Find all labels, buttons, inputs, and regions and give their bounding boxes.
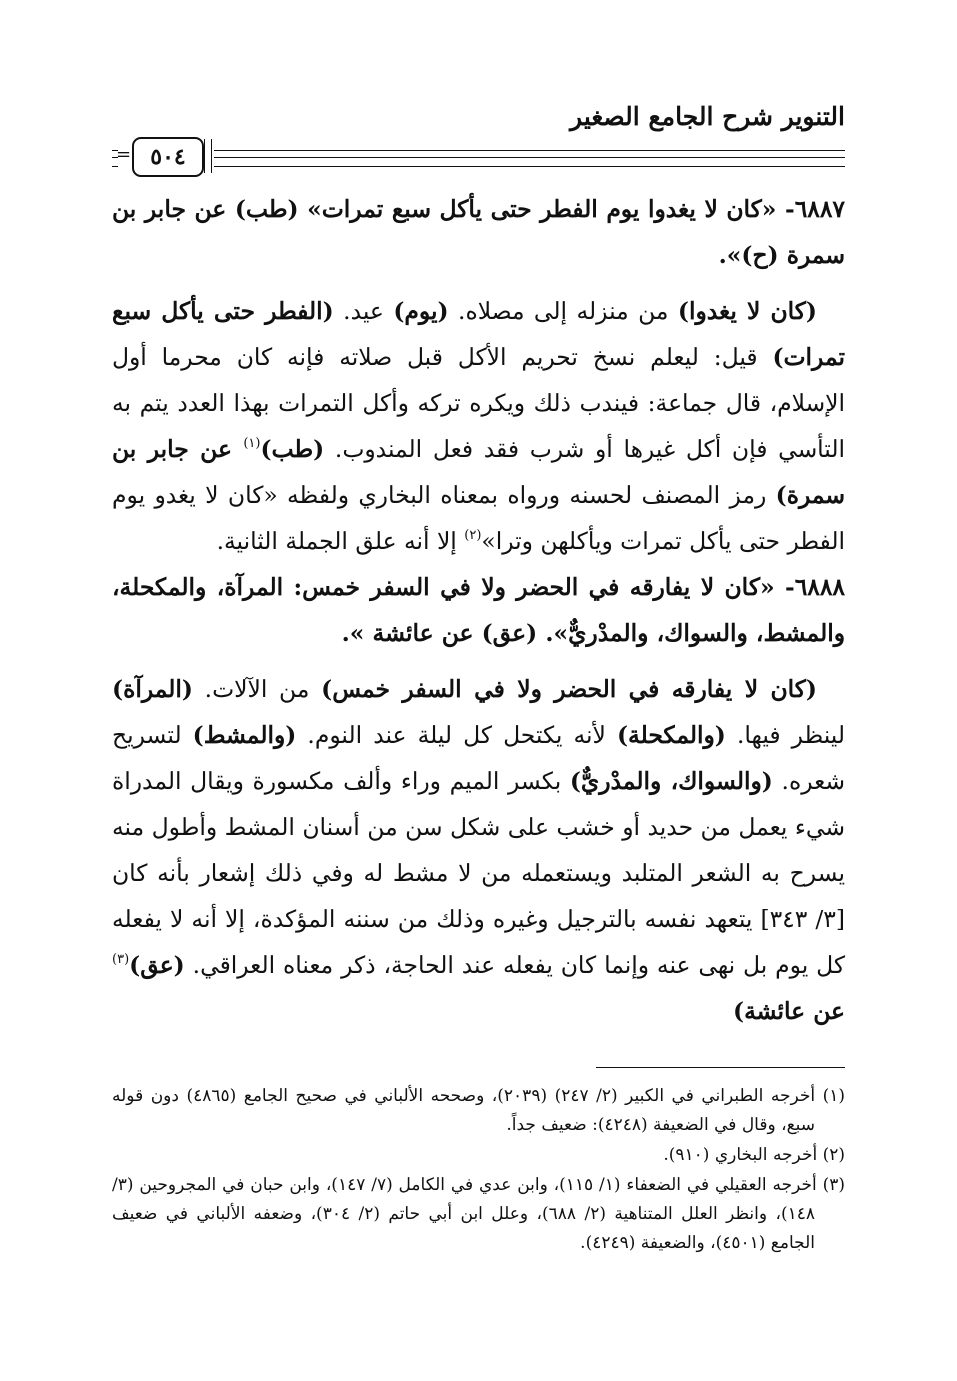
running-header-title: التنوير شرح الجامع الصغير xyxy=(570,102,845,131)
header-rule xyxy=(112,166,845,167)
page-number: ٥٠٤ xyxy=(132,137,204,177)
hadith-text: ٦٨٨٧- «كان لا يغدوا يوم الفطر حتى يأكل سبع تمرات» (طب) عن جابر بن سمرة (ح)». xyxy=(112,195,845,269)
commentary-span: عن جابر بن سمرة) xyxy=(112,435,845,509)
hadith-text: ٦٨٨٨- «كان لا يفارقه في الحضر ولا في السفر خمس: المرآة، والمكحلة، والمشط، والسواك، والمدْريٌّ». (عق) عن عائشة ». xyxy=(112,573,845,647)
commentary-span: من منزله إلى مصلاه. xyxy=(448,297,678,325)
commentary-span: (عق) xyxy=(129,951,185,979)
commentary-span: (والمكحلة) xyxy=(616,721,726,749)
commentary-span: عيد. xyxy=(333,297,394,325)
commentary-span: لتسريح شعره. xyxy=(112,721,845,795)
header-double-rule xyxy=(112,150,845,158)
commentary-6888 xyxy=(112,666,845,1034)
footnote-ref-1[interactable]: (١) xyxy=(243,436,261,451)
footnote-2: (٢) أخرجه البخاري (٩١٠). xyxy=(663,1145,845,1165)
commentary-span: (الفطر حتى يأكل سبع تمرات) xyxy=(112,297,845,371)
commentary-span: (المرآة) xyxy=(112,675,193,703)
commentary-span: عن عائشة) xyxy=(733,997,845,1025)
commentary-6887 xyxy=(112,288,845,564)
commentary-span: قيل: ليعلم نسخ تحريم الأكل قبل صلاته فإنه كان محرما أول الإسلام، قال جماعة: فيندب ذلك ويكره تركه وأكل التمرات بهذا العدد يتم به التأسي فإن أكل غيرها أو شرب فقد فعل المندوب. xyxy=(112,343,845,463)
footnotes xyxy=(112,1082,845,1259)
commentary-span: إلا أنه علق الجملة الثانية. xyxy=(216,527,465,555)
commentary-span: بكسر الميم وراء وألف مكسورة ويقال المدراة شيء يعمل من حديد أو خشب على شكل سن من أسنان المشط وأطول منه يسرح به الشعر المتلبد ويستعمله من لا مشط له وفي ذلك إشعار بأنه كان [٣/ ٣٤٣] يتعهد نفسه بالترجيل وغيره وذلك من سننه المؤكدة، إلا أنه لا يفعله كل يوم بل نهى عنه وإنما كان يفعله عند الحاجة، ذكر معناه العراقي. xyxy=(112,767,845,979)
footnote-1: (١) أخرجه الطبراني في الكبير (٢/ ٢٤٧) (٢٠٣٩)، وصححه الألباني في صحيح الجامع (٤٨٦٥) دون قوله سبع، وقال في الضعيفة (٤٢٤٨): ضعيف جداً. xyxy=(112,1086,845,1135)
footnote-ref-2[interactable]: (٢) xyxy=(464,528,482,543)
ornament-dash: = xyxy=(116,144,132,165)
hadith-6887 xyxy=(112,186,845,278)
commentary-span: (يوم) xyxy=(393,297,449,325)
commentary-span: (كان لا يغدوا) xyxy=(677,297,817,325)
commentary-span: لينظر فيها. xyxy=(725,721,845,749)
commentary-span: من الآلات. xyxy=(192,675,322,703)
commentary-span: (والسواك، والمدْريٌّ) xyxy=(569,767,773,795)
commentary-span: لأنه يكتحل كل ليلة عند النوم. xyxy=(296,721,617,749)
footnote-separator xyxy=(596,1067,845,1068)
hadith-6888 xyxy=(112,564,845,656)
commentary-span: (كان لا يفارقه في الحضر ولا في السفر خمس) xyxy=(321,675,817,703)
footnote-ref-3[interactable]: (٣) xyxy=(112,952,130,967)
page-number-ornament xyxy=(118,137,214,177)
main-text xyxy=(112,186,845,1034)
commentary-span: (والمشط) xyxy=(192,721,297,749)
commentary-span: رمز المصنف لحسنه ورواه بمعناه البخاري ولفظه «كان لا يغدو يوم الفطر حتى يأكل تمرات ويأكلهن وترا» xyxy=(112,481,845,555)
commentary-span: (طب) xyxy=(260,435,325,463)
ornament-bars xyxy=(204,139,212,173)
footnote-3: (٣) أخرجه العقيلي في الضعفاء (١/ ١١٥)، وابن عدي في الكامل (٧/ ١٤٧)، وابن حبان في المجروحين (٣/ ١٤٨)، وانظر العلل المتناهية (٢/ ٦٨٨)، وعلل ابن أبي حاتم (٢/ ٣٠٤)، وضعفه الألباني في ضعيف الجامع (٤٥٠١)، والضعيفة (٤٢٤٩). xyxy=(112,1175,845,1253)
